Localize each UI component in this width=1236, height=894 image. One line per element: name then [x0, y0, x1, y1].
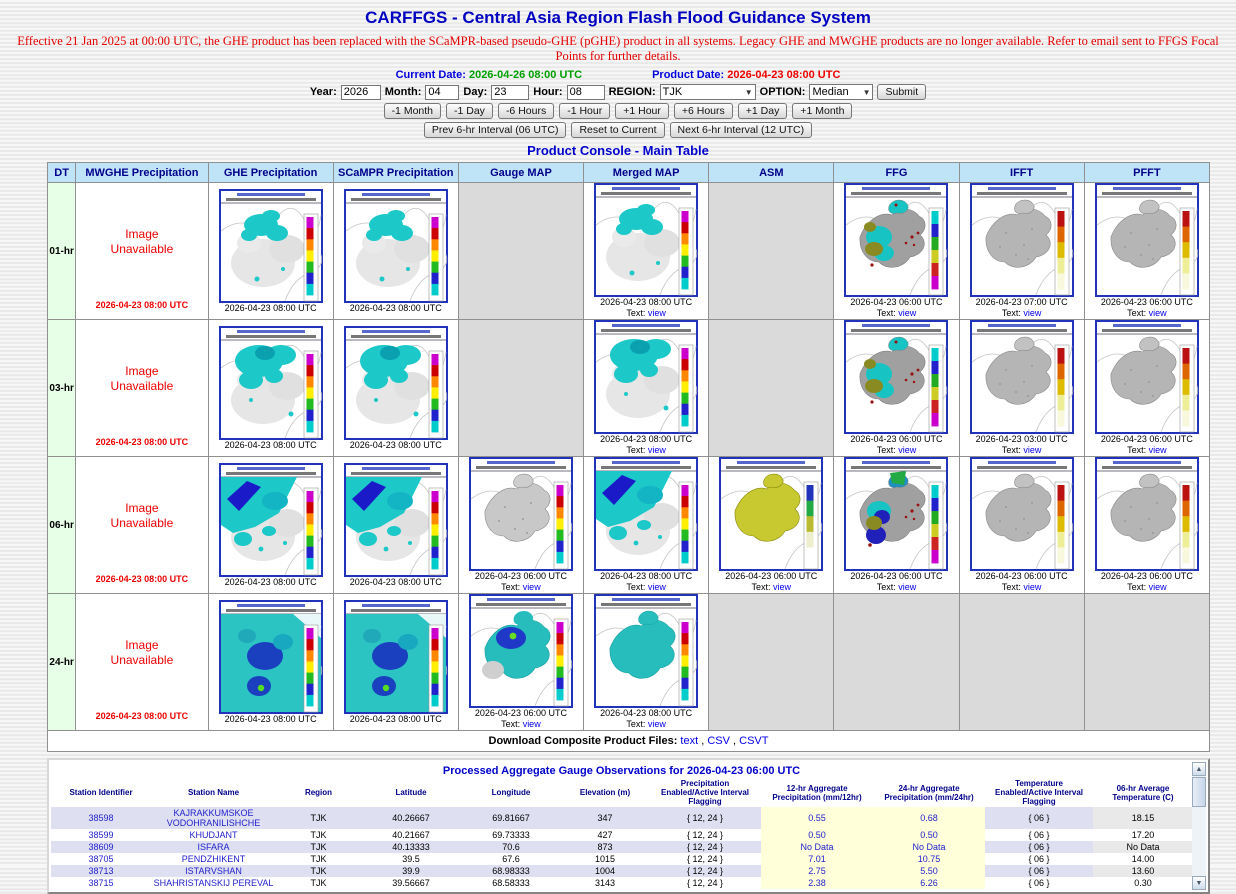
- product-timestamp: 2026-04-23 08:00 UTC: [95, 436, 189, 447]
- gauge-row-38713: [51, 865, 1193, 877]
- product-map-image-precip-light[interactable]: [219, 189, 323, 303]
- text-view-row: [877, 308, 917, 319]
- view-link[interactable]: view: [1023, 308, 1042, 318]
- view-link[interactable]: view: [1148, 308, 1167, 318]
- product-map-cell: [333, 320, 458, 457]
- dt-label: 06-hr: [48, 457, 76, 594]
- console-title: Product Console - Main Table: [527, 143, 709, 158]
- month-input[interactable]: [425, 85, 459, 100]
- product-map-cell: [1084, 183, 1209, 320]
- download-label: Download Composite Product Files:: [488, 735, 678, 747]
- time-step-button-2[interactable]: -6 Hours: [498, 103, 554, 119]
- column-header-gauge-map: Gauge MAP: [458, 163, 583, 183]
- mwghe-unavailable-cell: [76, 457, 208, 594]
- gauge-cell: No Data: [761, 841, 873, 853]
- product-map-cell: [584, 183, 709, 320]
- view-link[interactable]: view: [1148, 445, 1167, 455]
- text-label: Text:: [876, 445, 899, 455]
- product-map-image-precip-full[interactable]: [219, 600, 323, 714]
- station-id-link[interactable]: 38599: [51, 829, 151, 841]
- product-timestamp: 2026-04-23 08:00 UTC: [600, 434, 693, 444]
- gauge-cell: 67.6: [461, 853, 561, 865]
- product-timestamp: 2026-04-23 06:00 UTC: [850, 297, 943, 307]
- column-header-mwghe-precipitation: MWGHE Precipitation: [76, 163, 208, 183]
- time-step-button-7[interactable]: +1 Month: [792, 103, 852, 119]
- gauge-cell: 3143: [561, 877, 649, 889]
- text-view-row: [501, 719, 541, 730]
- gauge-cell: 68.98333: [461, 865, 561, 877]
- view-link[interactable]: view: [522, 582, 541, 592]
- text-label: Text:: [751, 582, 774, 592]
- gauge-cell: 2.75: [761, 865, 873, 877]
- text-view-row: [877, 445, 917, 456]
- image-unavailable-text: Image Unavailable: [110, 363, 174, 393]
- product-map-cell: [333, 183, 458, 320]
- empty-product-cell: [834, 594, 959, 731]
- view-link[interactable]: view: [1023, 582, 1042, 592]
- product-map-image-precip-heavy[interactable]: [344, 463, 448, 577]
- product-map-image-precip-med[interactable]: [219, 326, 323, 440]
- hour-input[interactable]: [567, 85, 605, 100]
- interval-button-1[interactable]: Reset to Current: [571, 122, 664, 138]
- product-row-06-hr: [48, 457, 1210, 594]
- download-bar: Download Composite Product Files: text , CSV , CSVT: [47, 731, 1210, 752]
- month-label: Month:: [384, 86, 422, 98]
- gauge-cell: TJK: [276, 829, 361, 841]
- text-label: Text:: [876, 308, 899, 318]
- gauge-cell: 1004: [561, 865, 649, 877]
- time-step-button-3[interactable]: -1 Hour: [559, 103, 610, 119]
- gauge-col-latitude: Latitude: [395, 788, 427, 797]
- product-map-cell: [834, 183, 959, 320]
- empty-product-cell: [458, 320, 583, 457]
- gauge-row-38609: [51, 841, 1193, 853]
- product-map-image-precip-light[interactable]: [344, 189, 448, 303]
- column-header-ffg: FFG: [834, 163, 959, 183]
- product-timestamp: 2026-04-23 03:00 UTC: [975, 434, 1068, 444]
- time-step-button-4[interactable]: +1 Hour: [615, 103, 669, 119]
- product-map-cell: [208, 183, 333, 320]
- product-map-image-gray-ry[interactable]: [970, 183, 1074, 297]
- product-map-cell: [458, 594, 583, 731]
- gauge-table-title: Processed Aggregate Gauge Observations for 2026-04-23 06:00 UTC: [442, 765, 801, 777]
- product-map-cell: [458, 457, 583, 594]
- current-date: [396, 69, 582, 81]
- time-step-button-1[interactable]: -1 Day: [446, 103, 493, 119]
- scroll-up-icon[interactable]: ▲: [1192, 762, 1206, 776]
- gauge-cell: { 12, 24 }: [649, 853, 761, 865]
- product-map-image-precip-heavy[interactable]: [594, 457, 698, 571]
- column-header-scampr-precipitation: SCaMPR Precipitation: [333, 163, 458, 183]
- mwghe-unavailable-cell: [76, 594, 208, 731]
- product-map-image-precip-med[interactable]: [594, 320, 698, 434]
- product-timestamp: 2026-04-23 08:00 UTC: [95, 573, 189, 584]
- product-map-image-precip-light[interactable]: [594, 183, 698, 297]
- text-label: Text:: [1001, 445, 1024, 455]
- view-link[interactable]: view: [1148, 582, 1167, 592]
- view-link[interactable]: view: [647, 445, 666, 455]
- text-view-row: [877, 582, 917, 593]
- image-unavailable-text: Image Unavailable: [110, 637, 174, 667]
- product-map-cell: [709, 457, 834, 594]
- gauge-cell: PENDZHIKENT: [151, 853, 276, 865]
- product-map-image-gray-ry[interactable]: [1095, 183, 1199, 297]
- gauge-cell: TJK: [276, 853, 361, 865]
- gauge-cell: TJK: [276, 807, 361, 829]
- gauge-cell: TJK: [276, 841, 361, 853]
- text-view-row: [501, 582, 541, 593]
- current-date-value: 2026-04-26 08:00 UTC: [468, 69, 583, 81]
- submit-button[interactable]: Submit: [877, 84, 926, 100]
- product-map-cell: [959, 320, 1084, 457]
- empty-product-cell: [709, 320, 834, 457]
- product-timestamp: 2026-04-23 06:00 UTC: [725, 571, 818, 581]
- station-id-link[interactable]: 38713: [51, 865, 151, 877]
- column-header-ifft: IFFT: [959, 163, 1084, 183]
- product-timestamp: 2026-04-23 08:00 UTC: [600, 297, 693, 307]
- product-timestamp: 2026-04-23 08:00 UTC: [349, 713, 442, 724]
- gauge-observations-panel: [47, 758, 1210, 894]
- gauge-table-scrollbar[interactable]: [1192, 762, 1206, 890]
- product-map-cell: [959, 457, 1084, 594]
- product-map-cell: [333, 594, 458, 731]
- empty-product-cell: [458, 183, 583, 320]
- gauge-col-12-hr-aggregate-precipitation-: 12-hr Aggregate Precipitation (mm/12hr): [772, 783, 862, 802]
- year-label: Year:: [309, 86, 337, 98]
- gauge-cell: 0.30: [1093, 877, 1193, 889]
- product-timestamp: 2026-04-23 07:00 UTC: [975, 297, 1068, 307]
- gauge-row-38599: [51, 829, 1193, 841]
- gauge-cell: 1015: [561, 853, 649, 865]
- view-link[interactable]: view: [1023, 445, 1042, 455]
- mwghe-unavailable-cell: [76, 183, 208, 320]
- product-map-cell: [584, 320, 709, 457]
- product-timestamp: 2026-04-23 08:00 UTC: [224, 302, 317, 313]
- gauge-cell: { 06 }: [985, 853, 1093, 865]
- dt-label: 24-hr: [48, 594, 76, 731]
- gauge-cell: 0.55: [761, 807, 873, 829]
- column-header-asm: ASM: [709, 163, 834, 183]
- product-map-cell: [834, 457, 959, 594]
- product-map-image-precip-med[interactable]: [344, 326, 448, 440]
- product-map-image-precip-full[interactable]: [344, 600, 448, 714]
- product-map-cell: [584, 594, 709, 731]
- product-timestamp: 2026-04-23 08:00 UTC: [224, 576, 317, 587]
- download-link-csvt[interactable]: CSVT: [739, 735, 769, 747]
- text-view-row: [626, 308, 666, 319]
- text-label: Text:: [626, 445, 648, 455]
- product-timestamp: 2026-04-23 08:00 UTC: [349, 302, 442, 313]
- gauge-cell: 427: [561, 829, 649, 841]
- product-map-image-gray-ry[interactable]: [970, 320, 1074, 434]
- gauge-cell: { 06 }: [985, 877, 1093, 889]
- empty-product-cell: [709, 594, 834, 731]
- product-map-image-merged-24[interactable]: [594, 594, 698, 708]
- option-select[interactable]: Median ▼: [809, 84, 873, 100]
- text-label: Text:: [501, 582, 523, 592]
- view-link[interactable]: view: [522, 719, 541, 729]
- date-status-row: [0, 69, 1236, 81]
- interval-button-0[interactable]: Prev 6-hr Interval (06 UTC): [424, 122, 567, 138]
- chevron-down-icon: ▼: [744, 87, 753, 97]
- image-unavailable-text: Image Unavailable: [110, 226, 174, 256]
- column-header-merged-map: Merged MAP: [584, 163, 709, 183]
- product-map-image-gray-ry[interactable]: [970, 457, 1074, 571]
- gauge-cell: 6.26: [873, 877, 985, 889]
- view-link[interactable]: view: [898, 308, 917, 318]
- product-timestamp: 2026-04-23 06:00 UTC: [474, 571, 567, 581]
- station-id-link[interactable]: 38609: [51, 841, 151, 853]
- product-timestamp: 2026-04-23 06:00 UTC: [1100, 297, 1193, 307]
- gauge-cell: 68.58333: [461, 877, 561, 889]
- image-unavailable-text: Image Unavailable: [110, 500, 174, 530]
- product-timestamp: 2026-04-23 06:00 UTC: [1100, 571, 1193, 581]
- mwghe-unavailable-cell: [76, 320, 208, 457]
- date-selection-form: [0, 84, 1236, 100]
- gauge-cell: ISFARA: [151, 841, 276, 853]
- current-date-label: Current Date:: [395, 69, 466, 81]
- gauge-cell: 0.50: [761, 829, 873, 841]
- product-map-image-gray-ry[interactable]: [1095, 457, 1199, 571]
- product-map-image-ffg-heavy[interactable]: [844, 457, 948, 571]
- year-input[interactable]: [341, 85, 381, 100]
- gauge-row-38715: [51, 877, 1193, 889]
- view-link[interactable]: view: [647, 719, 666, 729]
- gauge-col-temperature-enabled-active-int: Temperature Enabled/Active Interval Flagging: [994, 779, 1084, 806]
- gauge-cell: 14.00: [1093, 853, 1193, 865]
- text-view-row: [1127, 445, 1167, 456]
- gauge-col-24-hr-aggregate-precipitation-: 24-hr Aggregate Precipitation (mm/24hr): [884, 783, 974, 802]
- gauge-cell: 5.50: [873, 865, 985, 877]
- gauge-cell: SHAHRISTANSKIJ PEREVAL: [151, 877, 276, 889]
- product-map-cell: [208, 457, 333, 594]
- product-row-03-hr: [48, 320, 1210, 457]
- time-step-buttons: [0, 103, 1236, 119]
- gauge-cell: 40.21667: [361, 829, 461, 841]
- gauge-cell: 39.56667: [361, 877, 461, 889]
- text-label: Text:: [626, 308, 648, 318]
- product-map-cell: [333, 457, 458, 594]
- product-map-image-asm[interactable]: [719, 457, 823, 571]
- product-date-value: 2026-04-23 08:00 UTC: [727, 69, 841, 81]
- time-step-button-0[interactable]: -1 Month: [384, 103, 441, 119]
- product-timestamp: 2026-04-23 06:00 UTC: [850, 571, 943, 581]
- text-label: Text:: [1127, 445, 1149, 455]
- day-label: Day:: [463, 86, 488, 98]
- text-view-row: [626, 445, 666, 456]
- text-label: Text:: [501, 719, 523, 729]
- gauge-cell: { 12, 24 }: [649, 841, 761, 853]
- day-input[interactable]: [491, 85, 529, 100]
- product-row-01-hr: [48, 183, 1210, 320]
- time-step-button-6[interactable]: +1 Day: [738, 103, 788, 119]
- product-timestamp: 2026-04-23 08:00 UTC: [95, 710, 189, 721]
- gauge-cell: { 12, 24 }: [649, 807, 761, 829]
- gauge-cell: { 06 }: [985, 807, 1093, 829]
- region-select[interactable]: TJK ▼: [660, 84, 756, 100]
- product-map-cell: [208, 320, 333, 457]
- gauge-cell: { 06 }: [985, 841, 1093, 853]
- gauge-col-06-hr-average-temperature-c-: 06-hr Average Temperature (C): [1112, 783, 1174, 802]
- scrollbar-thumb[interactable]: [1192, 777, 1206, 807]
- product-map-image-gauge-24[interactable]: [469, 594, 573, 708]
- text-view-row: [626, 582, 666, 593]
- download-link-csv[interactable]: CSV: [707, 735, 730, 747]
- text-label: Text:: [1001, 582, 1024, 592]
- gauge-cell: 69.73333: [461, 829, 561, 841]
- product-map-cell: [584, 457, 709, 594]
- text-view-row: [626, 719, 666, 730]
- gauge-cell: { 12, 24 }: [649, 865, 761, 877]
- product-map-cell: [208, 594, 333, 731]
- column-header-ghe-precipitation: GHE Precipitation: [208, 163, 333, 183]
- product-timestamp: 2026-04-23 06:00 UTC: [850, 434, 943, 444]
- view-link[interactable]: view: [898, 445, 917, 455]
- dt-label: 03-hr: [48, 320, 76, 457]
- product-timestamp: 2026-04-23 08:00 UTC: [95, 299, 189, 310]
- text-view-row: [752, 582, 792, 593]
- product-timestamp: 2026-04-23 08:00 UTC: [349, 576, 442, 587]
- product-row-24-hr: [48, 594, 1210, 731]
- view-link[interactable]: view: [773, 582, 792, 592]
- product-map-image-gray-rainbow[interactable]: [469, 457, 573, 571]
- product-map-image-precip-heavy[interactable]: [219, 463, 323, 577]
- gauge-cell: 69.81667: [461, 807, 561, 829]
- product-timestamp: 2026-04-23 08:00 UTC: [224, 439, 317, 450]
- gauge-cell: 0.68: [873, 807, 985, 829]
- gauge-cell: 347: [561, 807, 649, 829]
- gauge-cell: 10.75: [873, 853, 985, 865]
- text-view-row: [1002, 308, 1042, 319]
- product-console-table: [47, 162, 1210, 731]
- product-date-label: Product Date:: [652, 69, 725, 81]
- gauge-col-elevation-m-: Elevation (m): [579, 788, 631, 797]
- option-label: OPTION:: [759, 86, 806, 98]
- gauge-cell: No Data: [873, 841, 985, 853]
- empty-product-cell: [709, 183, 834, 320]
- interval-button-2[interactable]: Next 6-hr Interval (12 UTC): [670, 122, 813, 138]
- station-id-link[interactable]: 38598: [51, 807, 151, 829]
- product-timestamp: 2026-04-23 08:00 UTC: [600, 571, 693, 581]
- gauge-observations-table: [51, 778, 1193, 889]
- gauge-cell: 7.01: [761, 853, 873, 865]
- view-link[interactable]: view: [647, 582, 666, 592]
- text-view-row: [1002, 582, 1042, 593]
- product-map-cell: [1084, 320, 1209, 457]
- gauge-col-region: Region: [304, 788, 333, 797]
- product-map-cell: [1084, 457, 1209, 594]
- empty-product-cell: [1084, 594, 1209, 731]
- gauge-cell: 40.26667: [361, 807, 461, 829]
- scroll-down-icon[interactable]: ▼: [1192, 876, 1206, 890]
- gauge-cell: ISTARVSHAN: [151, 865, 276, 877]
- product-timestamp: 2026-04-23 06:00 UTC: [1100, 434, 1193, 444]
- gauge-row-38598: [51, 807, 1193, 829]
- gauge-cell: 17.20: [1093, 829, 1193, 841]
- gauge-col-station-name: Station Name: [187, 788, 240, 797]
- column-header-dt: DT: [48, 163, 76, 183]
- text-view-row: [1127, 582, 1167, 593]
- product-timestamp: 2026-04-23 08:00 UTC: [349, 439, 442, 450]
- text-label: Text:: [1127, 308, 1149, 318]
- gauge-cell: No Data: [1093, 841, 1193, 853]
- region-label: REGION:: [608, 86, 656, 98]
- gauge-cell: KAJRAKKUMSKOE VODOHRANILISHCHE: [151, 807, 276, 829]
- product-timestamp: 2026-04-23 06:00 UTC: [975, 571, 1068, 581]
- gauge-cell: KHUDJANT: [151, 829, 276, 841]
- gauge-cell: TJK: [276, 877, 361, 889]
- interval-buttons: [0, 122, 1236, 138]
- gauge-cell: 39.9: [361, 865, 461, 877]
- station-id-link[interactable]: 38715: [51, 877, 151, 889]
- gauge-col-precipitation-enabled-active-i: Precipitation Enabled/Active Interval Flagging: [660, 779, 750, 806]
- product-timestamp: 2026-04-23 08:00 UTC: [600, 708, 693, 718]
- gauge-cell: TJK: [276, 865, 361, 877]
- product-map-cell: [959, 183, 1084, 320]
- text-view-row: [1002, 445, 1042, 456]
- gauge-cell: 2.38: [761, 877, 873, 889]
- gauge-cell: 18.15: [1093, 807, 1193, 829]
- product-timestamp: 2026-04-23 08:00 UTC: [224, 713, 317, 724]
- gauge-col-longitude: Longitude: [491, 788, 531, 797]
- view-link[interactable]: view: [647, 308, 666, 318]
- product-map-image-gray-ry[interactable]: [1095, 320, 1199, 434]
- gauge-cell: 13.60: [1093, 865, 1193, 877]
- product-map-cell: [834, 320, 959, 457]
- product-date: [652, 69, 840, 81]
- dt-label: 01-hr: [48, 183, 76, 320]
- hour-label: Hour:: [533, 86, 563, 98]
- gauge-cell: { 12, 24 }: [649, 877, 761, 889]
- product-map-image-ffg[interactable]: [844, 320, 948, 434]
- page-title: CARFFGS - Central Asia Region Flash Flood Guidance System: [365, 8, 871, 27]
- column-header-pfft: PFFT: [1084, 163, 1209, 183]
- time-step-button-5[interactable]: +6 Hours: [674, 103, 733, 119]
- download-link-text[interactable]: text: [680, 735, 699, 747]
- view-link[interactable]: view: [898, 582, 917, 592]
- gauge-cell: 70.6: [461, 841, 561, 853]
- gauge-cell: { 06 }: [985, 865, 1093, 877]
- gauge-cell: { 12, 24 }: [649, 829, 761, 841]
- empty-product-cell: [959, 594, 1084, 731]
- text-label: Text:: [626, 582, 648, 592]
- gauge-cell: 0.50: [873, 829, 985, 841]
- ghe-replacement-notice: Effective 21 Jan 2025 at 00:00 UTC, the GHE product has been replaced with the SCaMPR-based pseudo-GHE (pGHE) product in all systems. Legacy GHE and MWGHE products are no longer available. Refer to email sent to FFGS Focal Points for further details.: [17, 34, 1219, 63]
- gauge-col-station-identifier: Station Identifier: [69, 788, 133, 797]
- product-map-image-ffg[interactable]: [844, 183, 948, 297]
- gauge-cell: 873: [561, 841, 649, 853]
- gauge-row-38705: [51, 853, 1193, 865]
- product-timestamp: 2026-04-23 06:00 UTC: [474, 708, 567, 718]
- gauge-cell: { 06 }: [985, 829, 1093, 841]
- text-label: Text:: [626, 719, 648, 729]
- text-label: Text:: [1127, 582, 1149, 592]
- chevron-down-icon: ▼: [862, 87, 871, 97]
- text-label: Text:: [1001, 308, 1024, 318]
- text-label: Text:: [876, 582, 899, 592]
- gauge-cell: 40.13333: [361, 841, 461, 853]
- text-view-row: [1127, 308, 1167, 319]
- gauge-cell: 39.5: [361, 853, 461, 865]
- station-id-link[interactable]: 38705: [51, 853, 151, 865]
